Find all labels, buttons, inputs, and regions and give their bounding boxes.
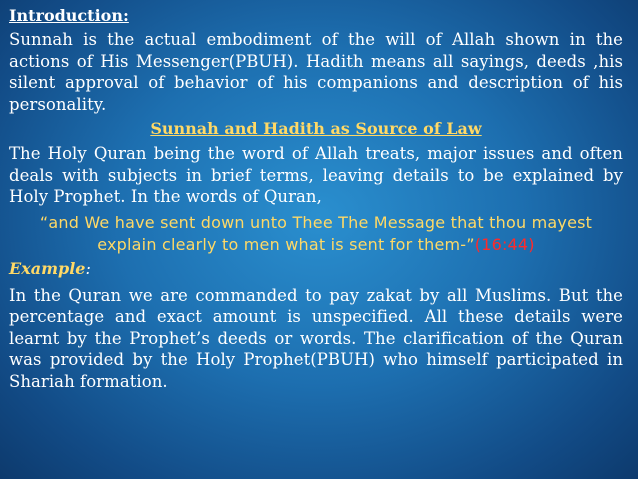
- introduction-paragraph: Sunnah is the actual embodiment of the will of Allah shown in the actions of His Messenger(PBUH). Hadith means all sayings, deeds ,his silent approval of behavior of his companions and description of his personality.: [9, 30, 623, 114]
- example-label: Example: [9, 258, 86, 278]
- example-heading: [9, 258, 623, 280]
- quran-quote: [9, 212, 623, 256]
- quote-text: “and We have sent down unto Thee The Message that thou mayest explain clearly to men what is sent for them-”: [39, 212, 593, 254]
- section-heading: Sunnah and Hadith as Source of Law: [150, 119, 482, 138]
- introduction-heading: Introduction:: [9, 6, 129, 25]
- section-paragraph: The Holy Quran being the word of Allah treats, major issues and often deals with subjects in brief terms, leaving details to be explained by Holy Prophet. In the words of Quran,: [9, 144, 623, 206]
- quote-reference: (16:44): [474, 234, 535, 254]
- example-paragraph: In the Quran we are commanded to pay zakat by all Muslims. But the percentage and exact amount is unspecified. All these details were learnt by the Prophet’s deeds or words. The clarification of the Quran was provided by the Holy Prophet(PBUH) who himself participated in Shariah formation.: [9, 285, 623, 391]
- example-colon: :: [85, 258, 91, 278]
- slide-content: [9, 6, 623, 392]
